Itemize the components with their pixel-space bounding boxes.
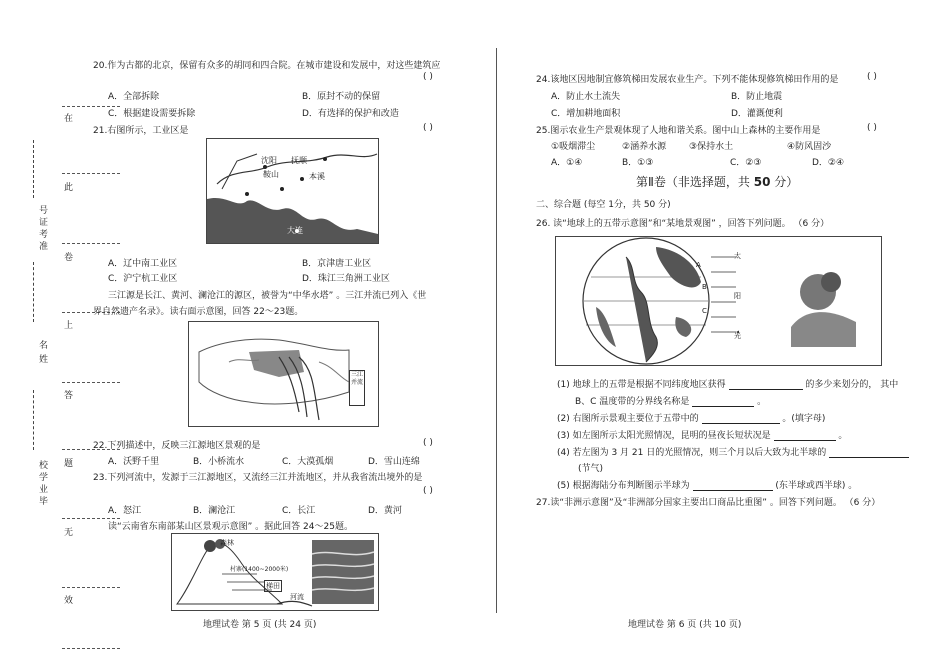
- q24-stem: 24.该地区因地制宜修筑梯田发展农业生产。下列不能体现修筑梯田作用的是: [536, 75, 839, 85]
- mountain-profile: [177, 543, 282, 604]
- intro22-line2: 界自然遗产名录》。读右面示意图，回答 22～23题。: [93, 307, 304, 317]
- q24-option-d[interactable]: D．灌溉便利: [731, 109, 783, 119]
- seal-line: [62, 243, 120, 244]
- q21-option-a[interactable]: A．辽中南工业区: [108, 259, 178, 269]
- q22-option-c[interactable]: C．大漠孤烟: [282, 457, 334, 467]
- q23-option-a[interactable]: A．怒江: [108, 506, 142, 516]
- answer-blank[interactable]: [692, 397, 754, 407]
- q23-option-c[interactable]: C．长江: [282, 506, 316, 516]
- map-label-benxi: 本溪: [309, 172, 325, 181]
- q23-option-d[interactable]: D．黄河: [368, 506, 402, 516]
- q24-option-a[interactable]: A．防止水土流失: [551, 92, 621, 102]
- q22-answer-paren[interactable]: ( ): [423, 438, 433, 448]
- q25-option-b[interactable]: B．①③: [622, 158, 654, 168]
- answer-blank[interactable]: [729, 380, 803, 390]
- q22-stem: 22.下列描述中，反映三江源地区景观的是: [93, 441, 261, 451]
- seal-word: 上: [64, 321, 74, 331]
- left-footer: 地理试卷 第 5 页 (共 24 页): [203, 620, 317, 630]
- page-divider: [496, 48, 497, 613]
- q25-item-2: ②涵养水源: [622, 142, 667, 152]
- seal-line: [62, 587, 120, 588]
- q25-item-3: ③保持水土: [689, 142, 734, 152]
- seal-word: 无: [64, 528, 74, 538]
- q21-answer-paren[interactable]: ( ): [423, 123, 433, 133]
- sanjiang-label-box: 三江并流: [349, 370, 365, 406]
- source-region: [249, 350, 304, 377]
- label-guang: 光: [734, 332, 741, 340]
- zone-label-b: B: [702, 283, 707, 291]
- q22-option-a[interactable]: A．沃野千里: [108, 457, 160, 467]
- section-ii-title: 第Ⅱ卷（非选择题，共 50 分）: [636, 175, 799, 189]
- q21-option-c[interactable]: C．沪宁杭工业区: [108, 274, 178, 284]
- part2-heading: 二、综合题 (每空 1分，共 50 分): [536, 200, 671, 210]
- q25-stem: 25.图示农业生产景观体现了人地和谐关系。图中山上森林的主要作用是: [536, 126, 821, 136]
- q22-option-b[interactable]: B．小桥流水: [193, 457, 245, 467]
- seal-word: 在: [64, 114, 74, 124]
- q24-answer-paren[interactable]: ( ): [867, 72, 877, 82]
- map-label-shenyang: 沈阳: [261, 156, 277, 165]
- q26-sub3: (3) 如左图所示太阳光照情况，昆明的昼夜长短状况是 。: [557, 431, 848, 441]
- q26-sub1-line1: (1) 地球上的五带是根据不同纬度地区获得 的多少来划分的， 其中: [557, 380, 899, 390]
- q21-option-d[interactable]: D．珠江三角洲工业区: [302, 274, 390, 284]
- q25-answer-paren[interactable]: ( ): [867, 123, 877, 133]
- seal-word: 卷: [64, 253, 74, 263]
- q21-stem: 21.右图所示，工业区是: [93, 126, 189, 136]
- seal-word: 题: [64, 459, 74, 469]
- q26-sub4: (4) 若左图为 3 月 21 日的光照情况，则三个月以后大致为北半球的: [557, 445, 909, 458]
- q25-option-a[interactable]: A．①④: [551, 158, 583, 168]
- terrace-photo: [312, 540, 374, 604]
- q20-stem: 20.作为古都的北京，保留有众多的胡同和四合院。在城市建设和发展中，对这些建筑应: [93, 61, 441, 71]
- seal-word: 效: [64, 596, 74, 606]
- five-zones-figure: [555, 236, 882, 366]
- answer-blank[interactable]: [774, 431, 836, 441]
- answer-blank[interactable]: [829, 448, 909, 458]
- yunnan-terrace-figure: [171, 533, 379, 611]
- seal-line: [62, 173, 120, 174]
- seal-word: 此: [64, 183, 74, 193]
- liaoning-industry-map: [206, 138, 379, 244]
- map-label-anshan: 鞍山: [263, 170, 279, 179]
- fig-label-forest: 森林: [220, 539, 234, 547]
- fig-label-terrace: 梯田: [266, 582, 280, 590]
- q25-option-d[interactable]: D．②④: [812, 158, 845, 168]
- zone-label-a: A: [696, 261, 701, 269]
- q26-stem: 26. 读“地球上的五带示意图”和“某地景观图” ，回答下列问题。 （6 分）: [536, 219, 830, 229]
- zone-label-c: C: [702, 307, 707, 315]
- fig-label-river: 河流: [290, 593, 304, 601]
- q24-option-b[interactable]: B．防止地震: [731, 92, 783, 102]
- sun-rays: [711, 257, 736, 332]
- q26-sub1-line2: B、C 温度带的分界线名称是 。: [575, 397, 767, 407]
- q27-stem: 27.读“非洲示意图”及“非洲部分国家主要出口商品比重图” 。回答下列问题。 （6 分）: [536, 498, 881, 508]
- q20-option-c[interactable]: C．根据建设需要拆除: [108, 109, 196, 119]
- label-tai: 太: [734, 252, 741, 260]
- q23-option-b[interactable]: B．澜沧江: [193, 506, 236, 516]
- q26-sub5: (5) 根据海陆分布判断图示半球为 (东半球或西半球) 。: [557, 481, 858, 491]
- q25-item-1: ①吸烟滞尘: [551, 142, 596, 152]
- q23-stem: 23.下列河流中，发源于三江源地区，又流经三江并流地区，并从我省流出境外的是: [93, 473, 423, 483]
- intro24-text: 读“云南省东南部某山区景观示意图” 。据此回答 24～25题。: [108, 522, 353, 532]
- map-label-fushun: 抚顺: [291, 156, 307, 165]
- q26-sub4-note: (节气): [578, 464, 604, 474]
- q21-option-b[interactable]: B．京津唐工业区: [302, 259, 372, 269]
- sea-area: [207, 198, 378, 243]
- label-yang: 阳: [734, 292, 741, 300]
- seal-line: [62, 648, 120, 649]
- q25-item-4: ④防风固沙: [787, 142, 832, 152]
- q25-option-c[interactable]: C．②③: [730, 158, 762, 168]
- map-label-dalian: 大连: [287, 226, 303, 235]
- answer-blank[interactable]: [702, 414, 780, 424]
- fig-label-village: 村寨(1400~2000米): [230, 566, 289, 573]
- q23-answer-paren[interactable]: ( ): [423, 486, 433, 496]
- intro22-line1: 三江源是长江、黄河、澜沧江的源区，被誉为“中华水塔” 。三江并流已列入《世: [108, 291, 427, 301]
- q20-option-a[interactable]: A．全部拆除: [108, 92, 160, 102]
- sanjiangyuan-map: [188, 321, 379, 427]
- seal-line: [62, 382, 120, 383]
- q26-sub2: (2) 右图所示景观主要位于五带中的 。(填字母): [557, 414, 826, 424]
- q22-option-d[interactable]: D．雪山连绵: [368, 457, 420, 467]
- q20-option-d[interactable]: D．有选择的保护和改造: [302, 109, 399, 119]
- answer-blank[interactable]: [693, 481, 773, 491]
- q24-option-c[interactable]: C．增加耕地面积: [551, 109, 621, 119]
- right-footer: 地理试卷 第 6 页 (共 10 页): [628, 620, 742, 630]
- q20-option-b[interactable]: B．原封不动的保留: [302, 92, 381, 102]
- seal-word: 答: [64, 391, 74, 401]
- q20-answer-paren[interactable]: ( ): [423, 72, 433, 82]
